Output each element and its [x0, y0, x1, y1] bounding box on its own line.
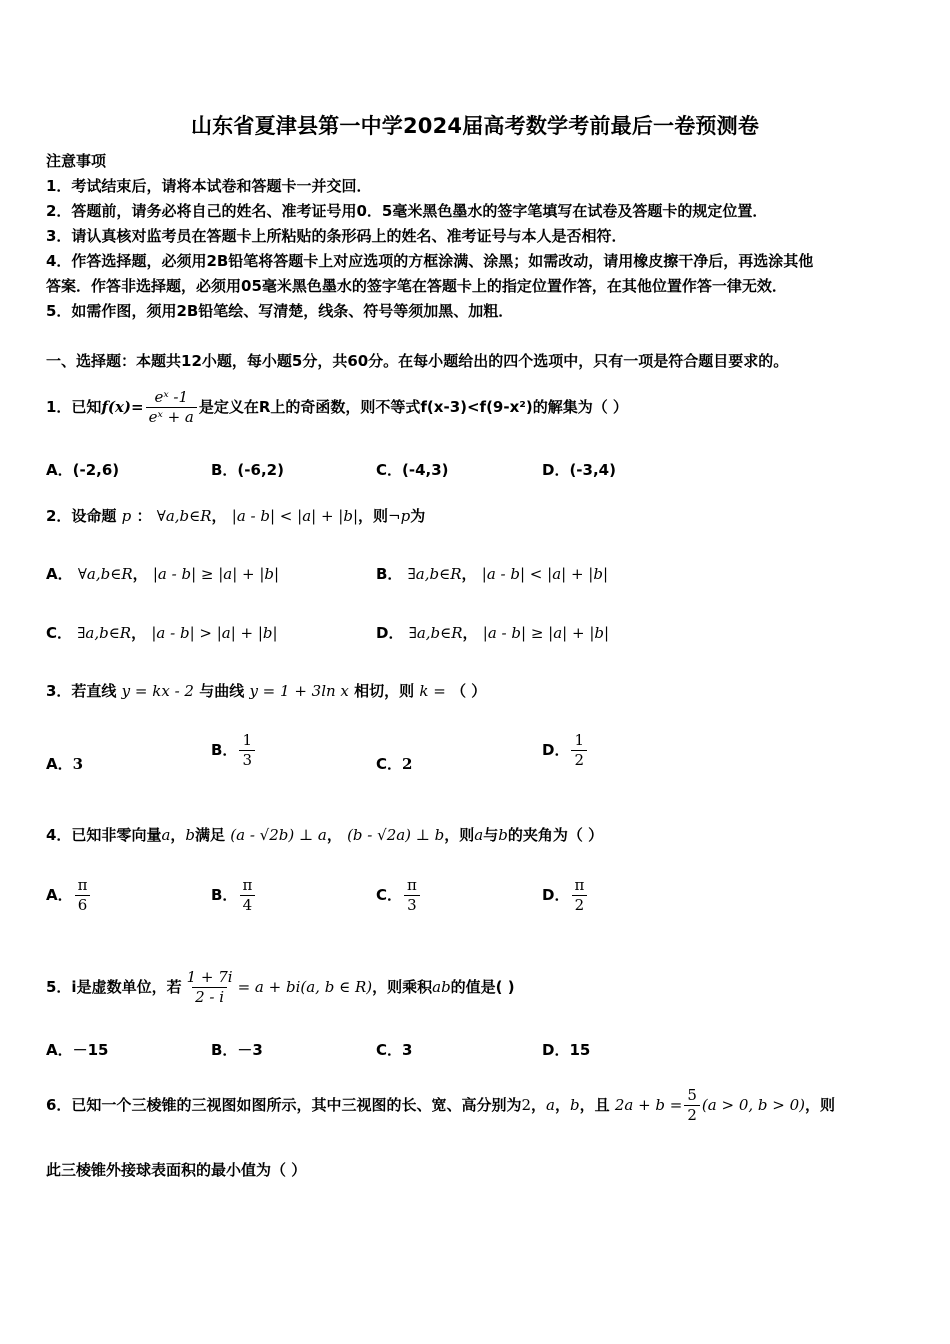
question-2 — [46, 505, 425, 527]
q3-k: k = — [419, 682, 446, 700]
q4-d-num: π — [574, 876, 585, 894]
q2-p: p — [121, 507, 132, 525]
q6-lhs: 2a + b = — [614, 1096, 683, 1114]
question-6 — [46, 1086, 835, 1125]
q6-num: 5 — [687, 1086, 697, 1104]
q4-d-letter: D． — [542, 886, 570, 904]
q3-b-num: 1 — [242, 731, 252, 749]
q6-den: 2 — [684, 1105, 700, 1125]
notice-item-3: 3．请认真核对监考员在答题卡上所粘贴的条形码上的姓名、准考证号与本人是否相符． — [46, 227, 627, 245]
q4-b2: b — [498, 826, 508, 844]
q3-d-letter: D． — [542, 741, 570, 759]
q3-option-a[interactable] — [46, 753, 83, 775]
q2-b-expr: |a - b| < |a| + |b| — [481, 565, 609, 583]
q2-a-quant: ∀a,b∈R — [77, 565, 133, 583]
q1-denominator: eˣ + a — [146, 407, 197, 427]
q1-suffix: 是定义在R上的奇函数，则不等式f(x-3)<f(9-x²)的解集为（ ） — [198, 398, 628, 416]
q3-b-fraction — [239, 731, 255, 770]
q3-option-c[interactable] — [376, 753, 412, 775]
q4-a-den: 6 — [75, 895, 91, 915]
q1-fraction — [146, 388, 197, 427]
q5-option-c[interactable]: C．3 — [376, 1041, 413, 1059]
q6-c2: ， — [554, 1096, 570, 1114]
q3-c-value: 2 — [402, 755, 413, 773]
q1-numerator: eˣ -1 — [154, 388, 189, 406]
q4-comma2: ， — [326, 826, 342, 844]
q5-option-b[interactable]: B．－3 — [211, 1041, 263, 1059]
q3-curve: y = 1 + 3ln x — [249, 682, 349, 700]
q4-angle: 的夹角为（ ） — [507, 826, 604, 844]
q3-paren: （ ） — [451, 682, 487, 700]
q3-c-letter: C． — [376, 755, 403, 773]
q3-prefix: 3．若直线 — [46, 682, 117, 700]
q2-colon: ： — [136, 507, 152, 525]
q6-prefix: 6．已知一个三棱锥的三视图如图所示，其中三视图的长、宽、高分别为 — [46, 1096, 522, 1114]
q2-d-sep: ， — [462, 624, 478, 642]
q2-c-quant: ∃a,b∈R — [77, 624, 132, 642]
q4-c-num: π — [407, 876, 417, 894]
q4-satisfy: 满足 — [195, 826, 226, 844]
q6-two: 2 — [521, 1096, 531, 1114]
q6-fraction — [684, 1086, 700, 1125]
q4-option-b[interactable] — [211, 876, 257, 915]
q4-a: a — [161, 826, 171, 844]
notice-item-4-cont: 答案．作答非选择题，必须用05毫米黑色墨水的签字笔在答题卡上的指定位置作答，在其他位置作答一律无效． — [46, 277, 787, 295]
q2-prefix: 2．设命题 — [46, 507, 117, 525]
q3-mid: 与曲线 — [199, 682, 245, 700]
q4-then: ，则 — [444, 826, 475, 844]
q3-option-d[interactable] — [542, 731, 589, 770]
q5-option-d[interactable]: D．15 — [542, 1041, 591, 1059]
q3-b-den: 3 — [239, 750, 255, 770]
section-heading: 一、选择题：本题共12小题，每小题5分，共60分。在每小题给出的四个选项中，只有一项是符合题目要求的。 — [46, 352, 789, 370]
q4-cond2: (b - √2a) ⊥ b — [347, 826, 445, 844]
q3-d-den: 2 — [571, 750, 587, 770]
q2-a-sep: ， — [132, 565, 148, 583]
q1-fx: f(x)= — [101, 398, 144, 416]
q4-cond1: (a - √2b) ⊥ a — [230, 826, 327, 844]
q6-cond: (a > 0, b > 0) — [701, 1096, 806, 1114]
q2-comma: ， — [211, 507, 227, 525]
q2-a-letter: A． — [46, 565, 73, 583]
q6-and: ，且 — [579, 1096, 610, 1114]
q6-then: ，则 — [805, 1096, 836, 1114]
q4-c-letter: C． — [376, 886, 403, 904]
q5-prefix: 5．i是虚数单位，若 — [46, 978, 182, 996]
q5-ab: ab — [432, 978, 451, 996]
notice-item-5: 5．如需作图，须用2B铅笔绘、写清楚，线条、符号等须加黑、加粗． — [46, 302, 514, 320]
q4-and: 与 — [483, 826, 499, 844]
q4-c-den: 3 — [404, 895, 420, 915]
q5-den: 2 - i — [192, 987, 227, 1007]
notice-item-1: 1．考试结束后，请将本试卷和答题卡一并交回． — [46, 177, 372, 195]
q2-forall: ∀a,b∈R — [156, 507, 212, 525]
q3-line: y = kx - 2 — [121, 682, 194, 700]
q2-option-b[interactable] — [376, 563, 608, 585]
q2-c-letter: C． — [46, 624, 73, 642]
q2-d-quant: ∃a,b∈R — [408, 624, 463, 642]
q3-tangent: 相切，则 — [354, 682, 415, 700]
q2-negp: ¬p — [388, 507, 411, 525]
q1-option-c[interactable]: C．(-4,3) — [376, 461, 449, 479]
q4-d-fraction — [571, 876, 587, 915]
q4-b: b — [185, 826, 196, 844]
q4-option-c[interactable] — [376, 876, 422, 915]
q2-d-letter: D． — [376, 624, 404, 642]
question-6-cont: 此三棱锥外接球表面积的最小值为（ ） — [46, 1161, 307, 1179]
q4-b-num: π — [242, 876, 253, 894]
q3-d-num: 1 — [574, 731, 584, 749]
q5-num: 1 + 7i — [186, 968, 233, 986]
q5-suffix: ，则乘积 — [372, 978, 433, 996]
q4-comma: ， — [170, 826, 186, 844]
q4-b-den: 4 — [240, 895, 256, 915]
q2-b-letter: B． — [376, 565, 403, 583]
notice-heading: 注意事项 — [46, 152, 107, 170]
q3-b-letter: B． — [211, 741, 238, 759]
q5-rhs: = a + bi(a, b ∈ R) — [237, 978, 373, 996]
q2-c-sep: ， — [131, 624, 147, 642]
q2-wei: 为 — [410, 507, 426, 525]
q2-d-expr: |a - b| ≥ |a| + |b| — [482, 624, 610, 642]
question-3 — [46, 680, 486, 702]
q4-prefix: 4．已知非零向量 — [46, 826, 162, 844]
q2-c-expr: |a - b| > |a| + |b| — [151, 624, 278, 642]
q6-a: a — [546, 1096, 555, 1114]
question-5 — [46, 968, 515, 1007]
q4-d-den: 2 — [572, 895, 588, 915]
q2-a-expr: |a - b| ≥ |a| + |b| — [152, 565, 280, 583]
q6-c1: ， — [531, 1096, 547, 1114]
question-4 — [46, 824, 603, 846]
q5-option-a[interactable]: A．－15 — [46, 1041, 109, 1059]
q4-b-fraction — [239, 876, 255, 915]
notice-item-2: 2．答题前，请务必将自己的姓名、准考证号用0．5毫米黑色墨水的签字笔填写在试卷及答题卡的规定位置． — [46, 202, 768, 220]
q1-option-d[interactable]: D．(-3,4) — [542, 461, 616, 479]
q4-b-letter: B． — [211, 886, 238, 904]
q1-option-b[interactable]: B．(-6,2) — [211, 461, 284, 479]
q2-then: ，则 — [358, 507, 389, 525]
q5-fraction — [184, 968, 236, 1007]
q3-a-letter: A． — [46, 755, 73, 773]
q4-a-letter: A． — [46, 886, 73, 904]
q2-option-a[interactable] — [46, 563, 279, 585]
q2-b-quant: ∃a,b∈R — [407, 565, 462, 583]
q4-a2: a — [474, 826, 484, 844]
q2-option-c[interactable] — [46, 622, 278, 644]
q3-d-fraction — [571, 731, 587, 770]
q2-option-d[interactable] — [376, 622, 609, 644]
q5-end: 的值是( ) — [450, 978, 515, 996]
q6-b: b — [569, 1096, 580, 1114]
q3-option-b[interactable] — [211, 731, 257, 770]
page-title: 山东省夏津县第一中学2024届高考数学考前最后一卷预测卷 — [190, 114, 760, 138]
q3-a-value: 3 — [72, 755, 84, 773]
q4-c-fraction — [404, 876, 420, 915]
q4-option-d[interactable] — [542, 876, 589, 915]
q4-a-fraction — [75, 876, 91, 915]
q1-option-a[interactable]: A．(-2,6) — [46, 461, 120, 479]
q4-a-num: π — [77, 876, 88, 894]
q2-expr: |a - b| < |a| + |b| — [231, 507, 359, 525]
notice-item-4: 4．作答选择题，必须用2B铅笔将答题卡上对应选项的方框涂满、涂黑；如需改动，请用橡皮擦干净后，再选涂其他 — [46, 252, 814, 270]
question-1 — [46, 388, 628, 427]
q2-b-sep: ， — [461, 565, 477, 583]
q4-option-a[interactable] — [46, 876, 92, 915]
q1-prefix: 1．已知 — [46, 398, 102, 416]
